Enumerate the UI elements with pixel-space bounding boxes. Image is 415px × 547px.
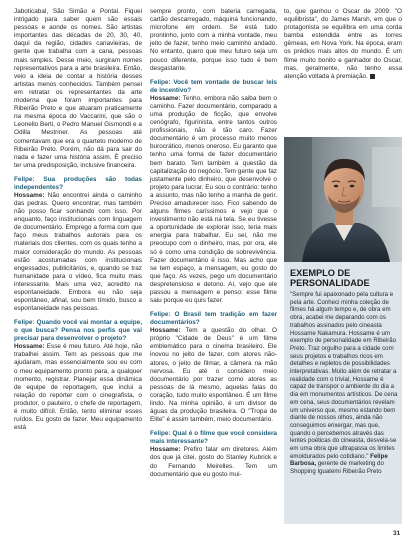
interview-answer: [14, 192, 142, 313]
sidebar-title: EXEMPLO DE PERSONALIDADE: [290, 268, 370, 288]
sidebar-box: [284, 262, 402, 524]
interview-question: Felipe: O Brasil tem tradição em fazer documentários?: [150, 311, 277, 327]
answer-text: Prefiro falar em diretores. Além dos que já citei, gosto do Stanley Kubrick e do Fernando Meirelles. Tem um documentário que eu gosto mui-: [150, 446, 277, 478]
paragraph: to, que ganhou o Oscar de 2009: "O equilibrista", do James Marsh, em que o protagonista se equilibra em uma corda bamba estendida entre as torres gêmeas, em Nova York. Na época, eram os prédios mais altos do mundo. É um filme muito bonito e ganhador do Oscar, mas, geralmente, não tenho essa atenção voltada à premiação.: [284, 8, 402, 80]
answer-text: Esse é meu futuro. Até hoje, não trabalhei assim. Tem as pessoas que me ajudaram, mas essencialmente sou eu com o meu equipamento pronto para, a qualquer momento, registrar. Planejar essa dinâmica de equipe de reportagem, que inclui a relação do repórter com o cinegrafista, o produtor, o pauteiro, o chefe de reportagem, é muito difícil. Então, tento eliminar esses ruídos. Eu gosto de fazer. Meu equipamento está: [14, 343, 142, 432]
interview-answer: [14, 343, 142, 432]
text-column-3: [284, 8, 402, 81]
interview-question: Felipe: Você tem vontade de buscar leis de incentivo?: [150, 78, 277, 94]
testimonial-quote: "Sempre fui apaixonado pela cultura e pela arte. Conheci minha coleção de filmes há algum tempo e, de obra em obra, acabei me deparando com os trabalhos assinados pelo cineasta Hossame Nakamura. Hossame é um exemplo de personalidade em Ribeirão Preto. Traz orgulho para a cidade com seus projetos e trabalhos ricos em detalhes e repletos de possibilidades interpretativas. Muito além de retratar a realidade com o trivial, Hossame é capaz de transpor o ambiente do dia a dia em monumentos artísticos. De cena em cena, seus documentários revelam um universo que, mesmo estando bem diante de nossos olhos, ainda não conseguimos enxergar, mas que, quando o percebemos através das lentes poéticas do cineasta, desvela-se em uma obra que ultrapassa os limites emoldurados pelo cotidiano.": [290, 291, 398, 460]
interview-answer: [150, 95, 277, 305]
answer-text: Tem a questão do olhar. O próprio "Cidade de Deus" é um filme emblemático para o cinema brasileiro. Ele inovou no jeito de fazer, com atores não-atores, o jeito de filmar, a câmera na mão nervosa. Eu até o considero meio documentário por trazer como atores as pessoas de lá mesmo, aquelas falas do coração, tudo muito espontâneo. É um filme lindo. Na minha opinião, é um divisor de águas da produção brasileira. O "Tropa de Elite" é assim também, meio documentário.: [150, 327, 277, 424]
interview-question: Felipe: Quando você vai montar a equipe, o que busca? Pensa nos perfis que vai precisar para desenvolver o projeto?: [14, 319, 142, 343]
interview-question: Felipe: Qual é o filme que você considera mais interessante?: [150, 430, 277, 446]
speaker-label: Hossame:: [150, 327, 181, 335]
page-number: 31: [393, 530, 401, 537]
text-column-2: [150, 8, 277, 479]
answer-text: Tenho, embora não saiba bem o caminho. Fazer documentário, comparado a uma produção de ficção, que envolve cenógrafo, figurinista, entre tantos outros profissionais, não é tão caro. Fazer documentário é um processo muito menos burocrático, menos oneroso. Eu garanto que tenho uma forma de fazer documentário bem barato. Tem também a questão da capitalização do negócio. Tem gente que faz justamente pelo dinheiro, que desenvolve o projeto para lucrar. Eu sou o contrário: tenho a assunto, mas não tenho a manha de gerir. Preciso amadurecer isso. Fico sabendo de alguns filmes caríssimos e vejo que o investimento não está na tela. Se eu tivesse a oportunidade de explorar isso, teria mais energia para trabalhar. Eu sei, não me preocupo com o dinheiro, mas, por ora, ele só é como uma condição de sobrevivência. Fazer documentário é isso. Mas acho que se tem espaço, a mensagem, eu gosto do que faço. As vezes, pego um documentário despretensioso e detono. Aí, vejo que ele passou a mensagem e penso: esse filme saiu porque eu quis fazer.: [150, 94, 277, 305]
signature-name: Felipe Barbosa,: [290, 452, 388, 468]
speaker-label: Hossame:: [150, 446, 181, 454]
interview-answer: [150, 327, 277, 424]
interview-answer: [150, 446, 277, 478]
end-of-article-icon: [370, 74, 375, 79]
speaker-label: Hossame:: [150, 94, 181, 102]
sidebar-body: [290, 291, 398, 476]
text-column-1: [14, 8, 142, 432]
portrait-photo: [284, 137, 402, 262]
speaker-label: Hossame:: [14, 343, 45, 351]
paragraph: Jaboticabal, São Simão e Pontal. Fiquei intrigado para saber quem são essais pessoas e aonde os nomes. São artistas importantes das décadas de 20, 30, 40, daqui da região, cidades canavieiras, de gente que trabalha com a cana, pessoas mais simples. Desse meio, surgiram nomes representativos para a arte brasileira. Então, veio a ideia de contar a história desses artistas menos conhecidos. Também pensei em retratar os representantes da arte moderna que foram importantes para Ribeirão Preto e que atuaram praticamente na mesma época do Vaccarini, que são o Leonello Berti, o Pedro Manuel Gismondi e a Odilla Mestriner. As pessoas até comentavam que era o quarteto moderno de Ribeirão Preto. Porém, não dá para sair do nada e fazer uma história assim. É preciso ter uma predisposição, inclusive financeira.: [14, 8, 142, 169]
interview-question: Felipe: Sua produções são todas independentes?: [14, 175, 142, 191]
speaker-label: Hossame:: [14, 191, 45, 199]
answer-text: Não encontrei ainda o caminho das pedras. Quero encontrar, mas também não posso ficar sonhando com isso. Por enquanto, faço institucionais com linguagem de documentário. Emprego a forma com que faço meus trabalhos autorais para os materiais dos clientes, com os quais tenho a maior consideração do mundo. As pessoas estão acostumadas com institucionais engessados, publicitários, e, quando se traz humanidade para o vídeo, fica muito mais interessante. Mais uma vez, acredito na espontaneidade. Embora eu não seja espontâneo, afinal, sou bem tímido, busco a espontaneidade nas pessoas.: [14, 191, 142, 313]
paragraph: sempre pronto, com bateria carregada, cartão descarregado, máquina funcionando, microfone em ordem. Se está tudo prontinho, junto com a minha vontade, meu jeito de fazer, tenho meio caminho andado. No entanto, quero que meu futuro seja um pouco diferente, porque isso tudo é bem desgastante.: [150, 8, 277, 72]
signature-role: gerente de marketing do Shopping Iguatemi Ribeirão Preto: [290, 460, 384, 476]
